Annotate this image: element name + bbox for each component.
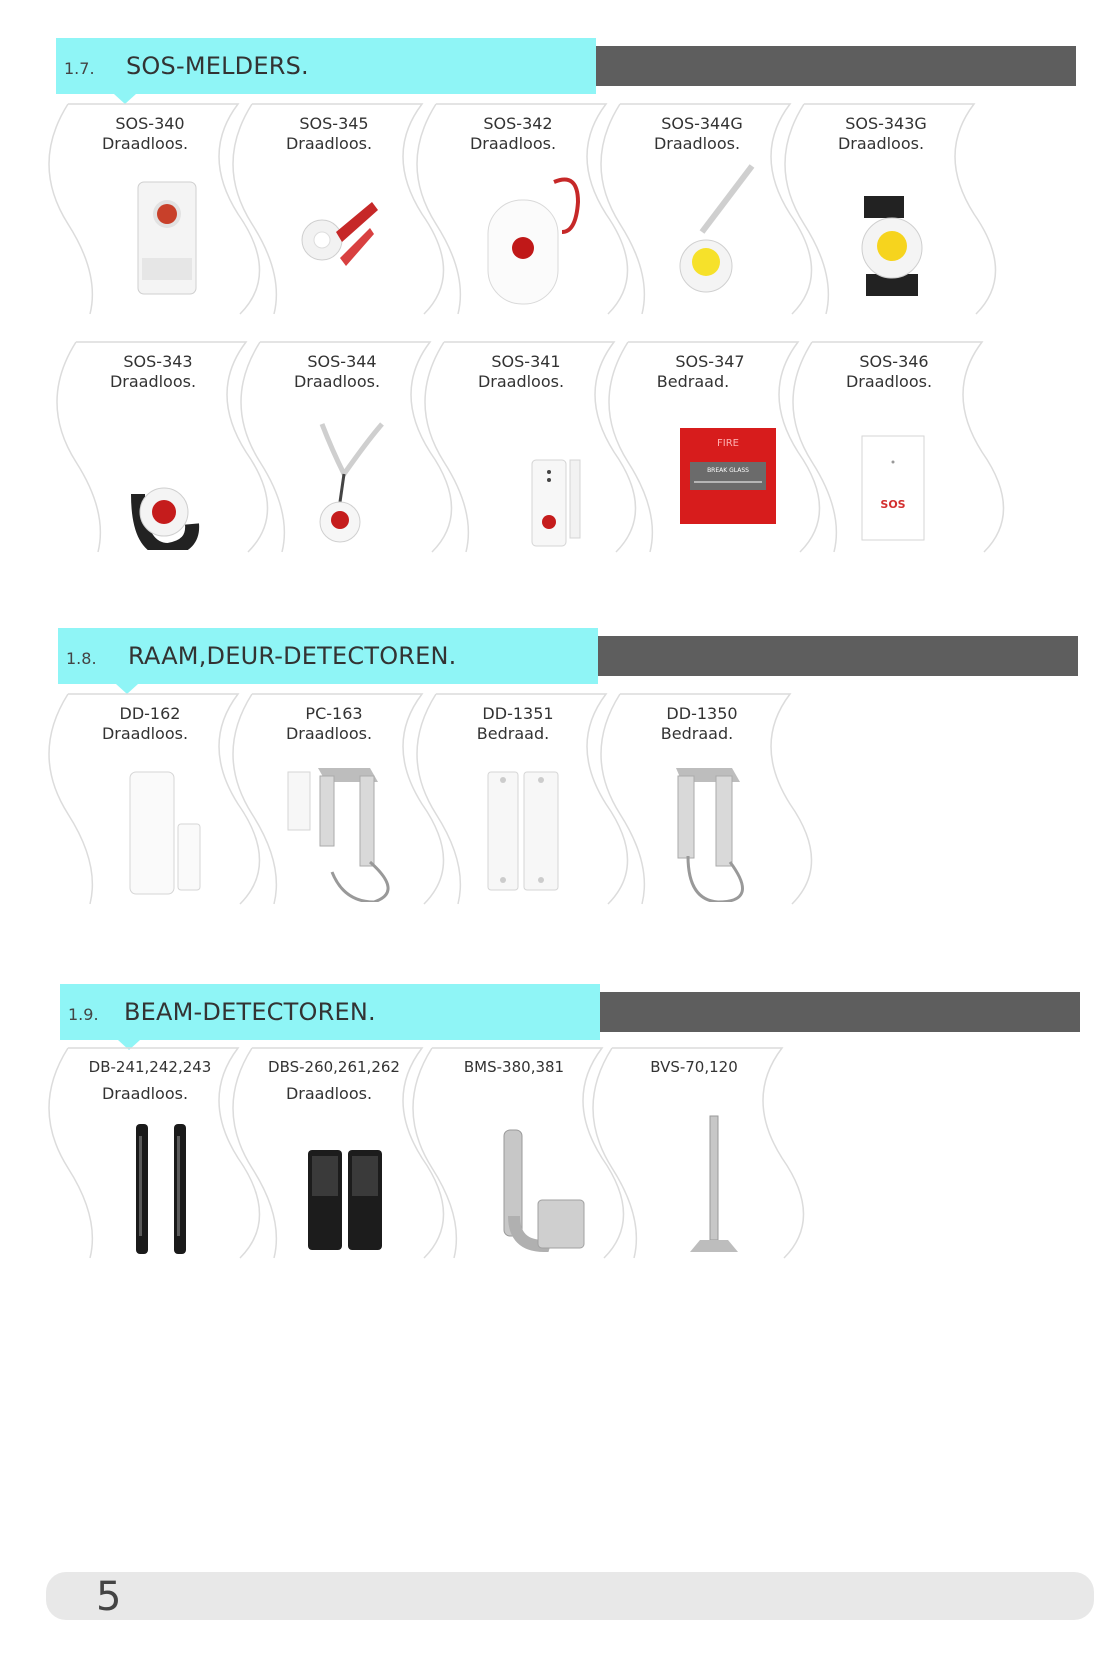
product-name: SOS-344G: [661, 114, 743, 133]
product-name: SOS-346: [859, 352, 929, 371]
product-name: SOS-347: [675, 352, 745, 371]
section-number: 1.9.: [68, 1005, 99, 1024]
sos-pendant-image: [458, 162, 598, 312]
wireless-door-sensor-image: [90, 752, 230, 902]
product-name: SOS-344: [307, 352, 377, 371]
product-card-bvs-70[interactable]: [594, 1048, 834, 1288]
product-name: SOS-342: [483, 114, 553, 133]
product-type: Draadloos.: [101, 134, 189, 153]
sos-button-panel-image: [90, 162, 230, 312]
product-type: Draadloos.: [101, 724, 189, 743]
page-number: 5: [96, 1574, 122, 1620]
product-type: Draadloos.: [845, 372, 933, 391]
product-type: Draadloos.: [285, 724, 373, 743]
product-type: Draadloos.: [469, 134, 557, 153]
sos-wrist-button-image: [826, 162, 966, 312]
section-header: [60, 984, 1080, 1040]
product-name: DB-241,242,243: [88, 1058, 212, 1076]
sos-label: SOS: [880, 498, 906, 511]
sos-pendant-image: [274, 162, 414, 312]
product-type: Bedraad.: [476, 724, 550, 743]
sos-slim-button-image: [466, 400, 606, 550]
product-type: Draadloos.: [101, 1084, 189, 1103]
section-header: [58, 628, 1078, 684]
product-name: SOS-343: [123, 352, 193, 371]
product-card-sos-343g[interactable]: [786, 104, 1026, 344]
product-name: DD-1351: [482, 704, 554, 723]
section-header-bar: [596, 46, 1076, 86]
product-card-dd-1350[interactable]: [602, 694, 842, 934]
sos-lanyard-pendant-image: [282, 400, 422, 550]
section-title: SOS-MELDERS.: [126, 52, 309, 80]
section-header: [56, 38, 1076, 94]
section-header-bar: [598, 636, 1078, 676]
section-title: BEAM-DETECTOREN.: [124, 998, 376, 1026]
section-header-bar: [600, 992, 1080, 1032]
infrared-beam-towers-image: [90, 1106, 230, 1256]
wired-magnetic-contact-image: [458, 752, 598, 902]
product-type: Bedraad.: [660, 724, 734, 743]
product-type: Bedraad.: [656, 372, 730, 391]
product-name: SOS-343G: [845, 114, 927, 133]
sos-wristband-image: [98, 400, 238, 550]
product-type: Draadloos.: [293, 372, 381, 391]
floor-pole-stand-image: [634, 1106, 774, 1256]
break-glass-label: BREAK GLASS: [707, 467, 749, 474]
sos-wall-panel-image: [856, 400, 996, 550]
product-name: DD-1350: [666, 704, 738, 723]
product-name: BMS-380,381: [463, 1058, 565, 1076]
section-number: 1.7.: [64, 59, 95, 78]
wall-mount-bracket-image: [454, 1106, 594, 1256]
section-number: 1.8.: [66, 649, 97, 668]
overhead-door-contact-image: [652, 752, 792, 902]
product-name: DD-162: [119, 704, 181, 723]
product-name: DBS-260,261,262: [268, 1058, 400, 1076]
product-type: Draadloos.: [477, 372, 565, 391]
product-type: Draadloos.: [285, 1084, 373, 1103]
product-type: Draadloos.: [109, 372, 197, 391]
product-name: SOS-345: [299, 114, 369, 133]
roller-door-contact-image: [274, 752, 414, 902]
product-name: PC-163: [305, 704, 363, 723]
sos-lanyard-pendant-image: [642, 162, 782, 312]
product-type: Draadloos.: [285, 134, 373, 153]
product-type: Draadloos.: [837, 134, 925, 153]
beam-detector-pair-image: [274, 1106, 414, 1256]
fire-label: FIRE: [717, 438, 739, 449]
product-card-sos-346[interactable]: [794, 342, 1034, 582]
product-name: SOS-341: [491, 352, 561, 371]
product-name: SOS-340: [115, 114, 185, 133]
section-title: RAAM,DEUR-DETECTOREN.: [128, 642, 457, 670]
page-footer: [46, 1572, 1094, 1620]
product-name: BVS-70,120: [650, 1058, 738, 1076]
product-type: Draadloos.: [653, 134, 741, 153]
